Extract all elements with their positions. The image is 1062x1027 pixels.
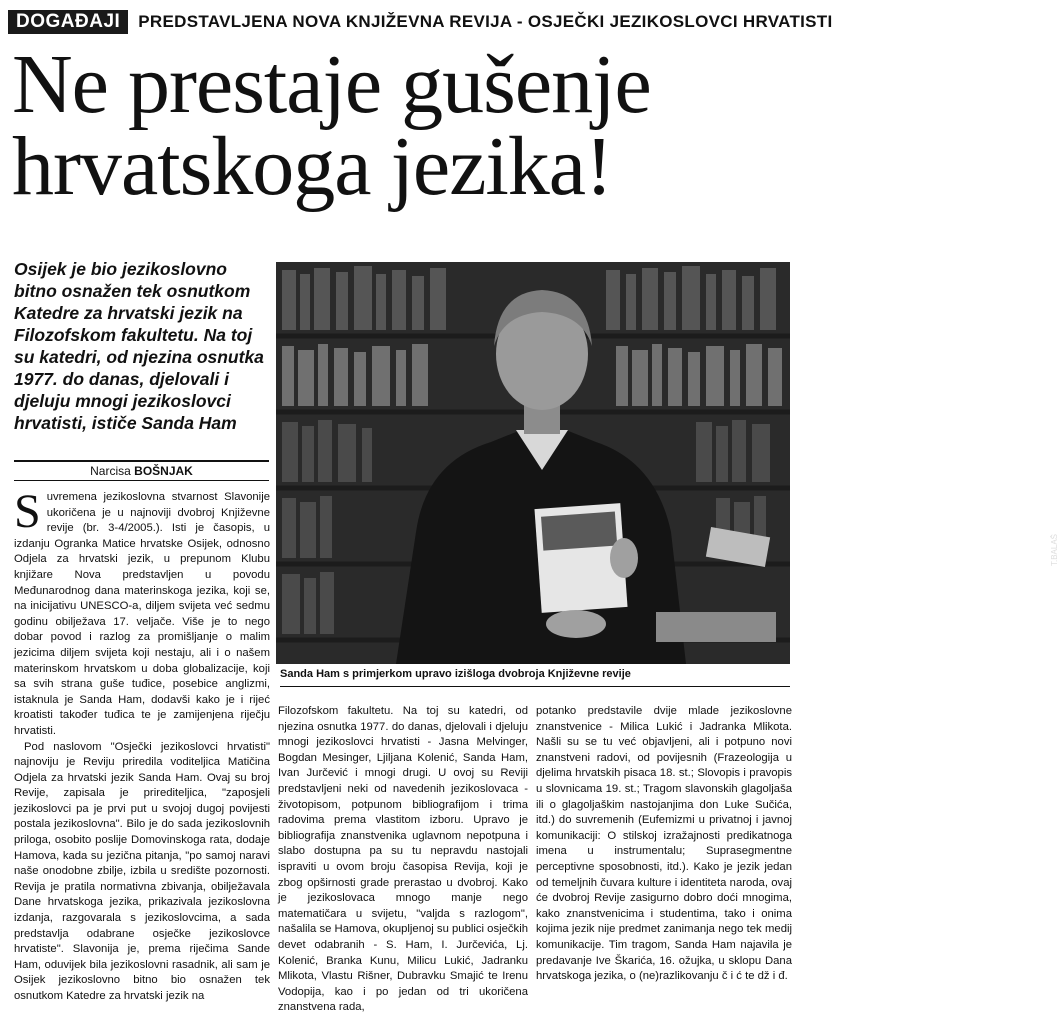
photo-caption: Sanda Ham s primjerkom upravo izišloga dvobroja Književne revije — [280, 668, 790, 687]
article-photo — [276, 262, 1059, 664]
headline-line-1: Ne prestaje gušenje — [12, 38, 651, 131]
bookshelf-portrait-image — [276, 262, 790, 664]
body-column-3 — [536, 704, 792, 985]
drop-cap: S — [14, 485, 41, 538]
lead-paragraph: Osijek je bio jezikoslovno bitno osnažen tek osnutkom Katedre za hrvatski jezik na Filozofskom fakultetu. Na toj su katedri, od njezina osnutka 1977. do danas, djelovali i djeluju mnogi jezikoslovci hrvatisti, ističe Sanda Ham — [14, 259, 264, 433]
body-paragraph-4: potanko predstavile dvije mlade jezikoslovne znanstvenice - Milica Lukić i Jadranka Mlikota. Našli su se tu već objavljeni, ali i potpuno novi znanstveni radovi, od povijesnih (Frazeologija u djelima hrvatskih pisaca 18. st.; Slovopis i pravopis u slovnicama 19. st.; Tragom slavonskih glagoljaša ili o glagoljaškim nastojanjima don Luke Sučića, itd.) do suvremenih (Eufemizmi u privatnoj i javnoj komunikaciji: O stilskoj izražajnosti predikatnoga imena u instrumentalu; Suprasegmentne perceptivne sposobnosti, itd.). Kako je jezik jedan od temeljnih čuvara kulture i identiteta naroda, ovaj će dvobroj Revije zasigurno dobro doći mnogima, kako znanstvenicima i studentima, tako i onima kojima jezik nije predmet zanimanja nego tek medij komunikacije. Tim tragom, Sanda Ham najavila je predavanje Ive Škarića, 16. ožujka, u sklopu Dana hrvatskoga jezika, o (ne)razlikovanju č i ć te dž i đ. — [536, 705, 792, 983]
author-surname: BOŠNJAK — [134, 464, 193, 478]
article-headline — [12, 38, 792, 213]
section-tag: DOGAĐAJI — [8, 10, 128, 34]
body-paragraph-1 — [14, 485, 270, 740]
photo-credit: T.BALAŠ — [1050, 534, 1059, 567]
body-column-1 — [14, 485, 270, 1005]
body-paragraph-1-text: uvremena jezikoslovna stvarnost Slavonije ukoričena je u najnoviji dvobroj Književne revije (br. 3-4/2005.). Isti je časopis, u izdanju Ogranka Matice hrvatske Osijek, odnosno Odjela za hrvatski jezik, u prepunom Klubu knjižare Nova predstavljen u povodu Međunarodnog dana materinskoga jezika, koji se, na inicijativu UNESCO-a, diljem svijeta već sedmu godinu obilježava 17. veljače. Više je to nego dobar povod i razlog za promišljanje o malim jezicima diljem svijeta koji nestaju, ali i o našem materinskom hrvatskom u doba globalizacije, koji sa svih strana guše tuđice, posebice anglizmi, istaknula je Sanda Ham, dodavši kako je i rijeć kroatisti također tuđica te je zamijenjena riječju hrvatisti. — [14, 491, 270, 737]
section-rubric — [8, 8, 833, 36]
body-paragraph-3: Filozofskom fakultetu. Na toj su katedri, od njezina osnutka 1977. do danas, djelovali i djeluju mnogi jezikoslovci hrvatisti - Jasna Melvinger, Bogdan Mesinger, Ljiljana Kolenić, Sanda Ham, Ivan Jurčević i mnogi drugi. U ovoj su Reviji predstavljeni neki od navedenih jezikoslovaca - životopisom, potpunom bibliografijom i trima radovima prema vlastitom izboru. Upravo je bibliografija znanstvenika uglavnom nepotpuna i slabo dostupna pa su tu nepravdu nastojali ispraviti u ovom broju časopisa Revija, koji je zbog opširnosti grade prerastao u dvobroj. Kako je jezikoslovaca mnogo manje nego matematičara u svijetu, "valjda s razlogom", našalila se Hamova, okupljenoj su publici osječkih devet odabranih - S. Ham, I. Jurčevića, Lj. Kolenić, Branka Kunu, Milicu Lukić, Jadranku Mlikota, Vlastu Rišner, Dubravku Smajić te Irenu Vodopija, kao i po jedan od tri ukoričena znanstvena rada, — [278, 705, 528, 1014]
body-column-2 — [278, 704, 528, 1016]
kicker-headline: PREDSTAVLJENA NOVA KNJIŽEVNA REVIJA - OSJEČKI JEZIKOSLOVCI HRVATISTI — [138, 12, 833, 31]
body-paragraph-2: Pod naslovom "Osječki jezikoslovci hrvatisti" najnoviju je Reviju priredila voditeljica Matičina Odjela za hrvatski jezik Sanda Ham. Ovaj su broj Revije, zapisala je prirediteljica, "zaposjeli jezikoslovci pa je prvi put u svojoj dugoj povijesti postala jezikoslovna". Bilo je do sada jezikoslovnih priloga, osobito poslije Domovinskoga rata, dodaje Hamova, kada su jezična pitanja, "po samoj naravi naše onodobne zbilje, izbila u središte pozornosti. Revija je pratila normativna zbivanja, obilježavala Dane hrvatskoga jezika, prikazivala jezikoslovna izdanja, razgovarala s jezikoslovcima, a sada predstavlja odabrane osječke jezikoslovce hrvatiste". Slavonija je, prema riječima Sande Ham, oduvijek bila jezikoslovni rasadnik, ali sam je Osijek jezikoslovno bitno bio osnažen tek osnutkom Katedre za hrvatski jezik na — [14, 740, 270, 1002]
byline — [14, 460, 269, 481]
author-first-name: Narcisa — [90, 464, 131, 478]
headline-line-2: hrvatskoga jezika! — [12, 120, 613, 213]
